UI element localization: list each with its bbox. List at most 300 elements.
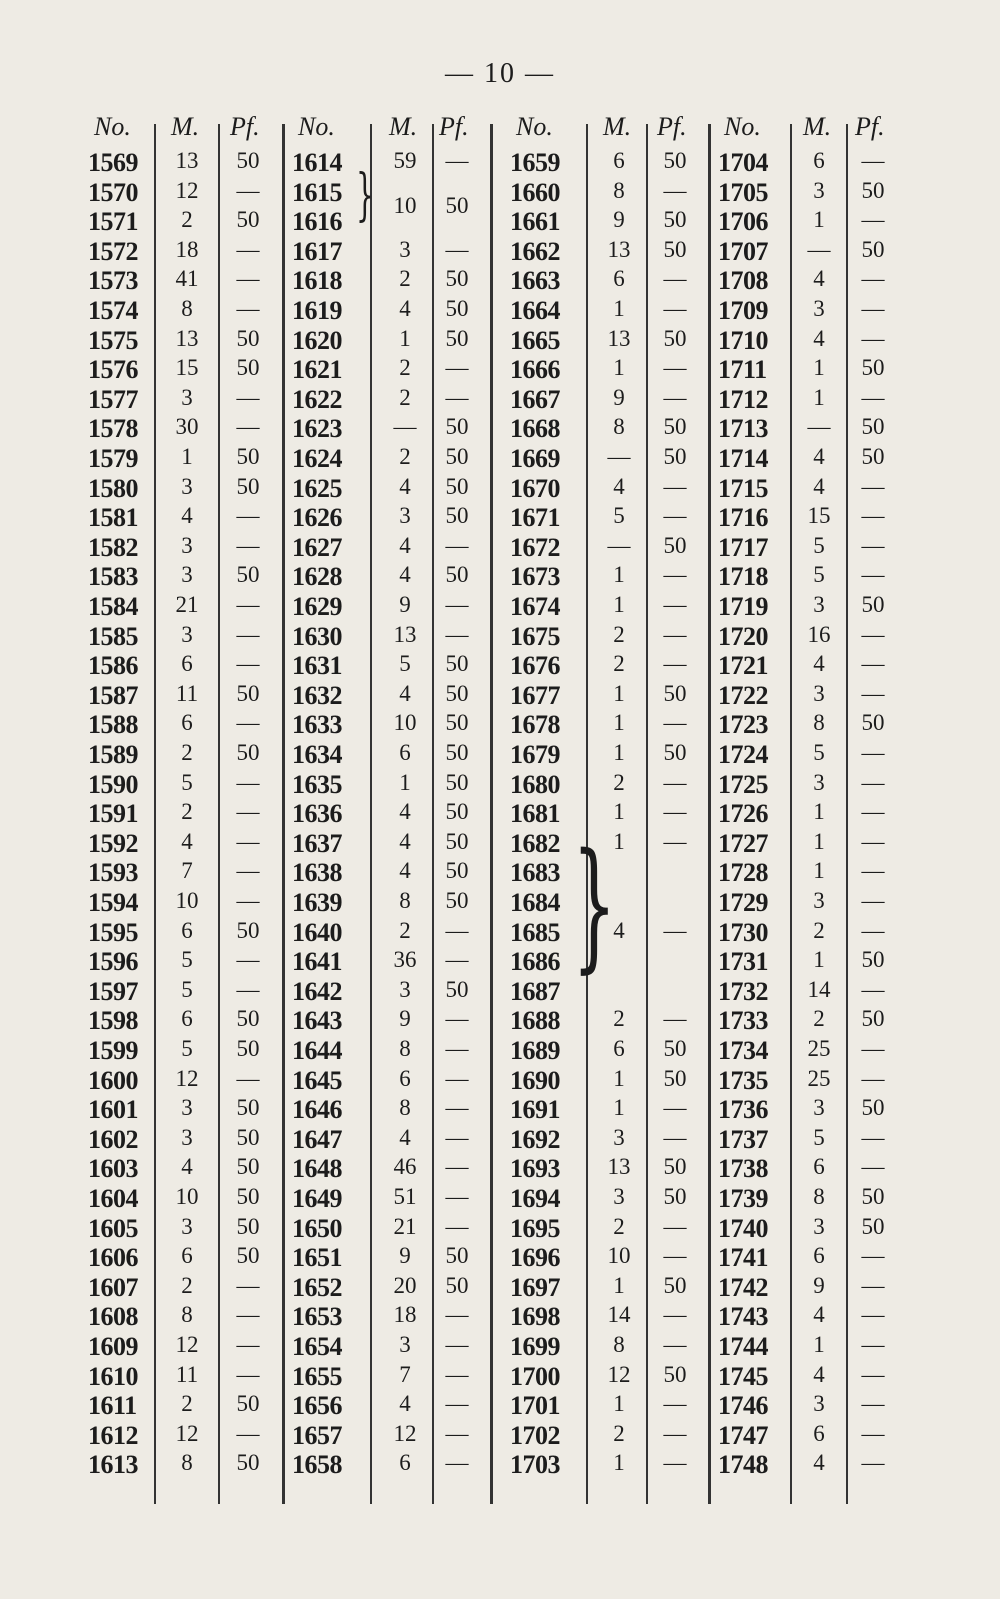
marks-value: — — [807, 414, 831, 440]
pfennig-value: 50 — [445, 799, 469, 825]
pfennig-value: — — [861, 651, 885, 677]
table-row — [292, 888, 502, 918]
table-row — [88, 829, 298, 859]
entry-number: 1578 — [88, 414, 138, 444]
table-row — [292, 1214, 502, 1244]
marks-value: 4 — [399, 799, 411, 825]
entry-number: 1602 — [88, 1124, 138, 1154]
entry-number: 1728 — [718, 858, 768, 888]
entry-number: 1630 — [292, 621, 342, 651]
pfennig-value: — — [663, 710, 687, 736]
marks-value: 3 — [181, 473, 193, 499]
pfennig-value: 50 — [236, 562, 260, 588]
entry-number: 1645 — [292, 1065, 342, 1095]
marks-value: 1 — [613, 1391, 625, 1417]
marks-value: 4 — [399, 858, 411, 884]
table-row — [88, 503, 298, 533]
entry-number: 1583 — [88, 562, 138, 592]
entry-number: 1617 — [292, 236, 342, 266]
pfennig-value: — — [663, 1302, 687, 1328]
table-row — [88, 1273, 298, 1303]
entry-number: 1724 — [718, 740, 768, 769]
pfennig-value: 50 — [663, 1184, 687, 1209]
table-row — [718, 444, 928, 474]
marks-value: 12 — [175, 1332, 199, 1357]
marks-value: — — [393, 414, 417, 440]
table-row — [510, 296, 720, 326]
table-row — [718, 947, 928, 977]
table-row — [88, 740, 298, 770]
marks-value: 4 — [181, 503, 193, 529]
pfennig-value: — — [663, 503, 687, 529]
marks-value: 4 — [399, 296, 411, 321]
table-row — [88, 207, 298, 237]
marks-value: 41 — [175, 266, 199, 292]
table-row — [718, 651, 928, 681]
table-row — [718, 740, 928, 770]
pfennig-value: 50 — [663, 207, 687, 233]
entry-number: 1635 — [292, 769, 342, 799]
table-row — [718, 1095, 928, 1125]
table-row — [88, 1214, 298, 1244]
marks-value: 1 — [613, 1272, 625, 1298]
entry-number: 1588 — [88, 710, 138, 740]
pfennig-value: — — [236, 1361, 260, 1387]
pfennig-value: — — [663, 651, 687, 677]
column-block-1 — [88, 112, 298, 1504]
table-row — [510, 562, 720, 592]
table-row — [718, 1332, 928, 1362]
marks-value: 1 — [181, 444, 193, 469]
entry-number: 1725 — [718, 769, 768, 799]
pfennig-value: — — [663, 799, 687, 825]
table-row — [88, 977, 298, 1007]
marks-value: 2 — [613, 621, 625, 647]
pfennig-value: — — [236, 177, 260, 203]
entry-number: 1682 — [510, 828, 560, 858]
marks-value: 6 — [813, 148, 825, 173]
marks-value: 12 — [175, 1420, 199, 1446]
entry-number: 1688 — [510, 1006, 560, 1036]
table-row — [292, 1362, 502, 1392]
marks-value: 1 — [613, 799, 625, 825]
pfennig-value: 50 — [861, 947, 885, 973]
pfennig-value: — — [663, 592, 687, 617]
pfennig-value: — — [445, 1154, 469, 1180]
table-row — [718, 681, 928, 711]
marks-value: 1 — [399, 769, 411, 795]
entry-number: 1590 — [88, 769, 138, 799]
pfennig-value: — — [445, 1184, 469, 1209]
marks-value: 5 — [613, 503, 625, 529]
entry-number: 1737 — [718, 1124, 768, 1154]
marks-value: 25 — [807, 1065, 831, 1091]
entry-number: 1573 — [88, 266, 138, 296]
marks-value: 30 — [175, 414, 199, 440]
table-row — [88, 1391, 298, 1421]
entry-number: 1729 — [718, 888, 768, 917]
pfennig-value: 50 — [861, 355, 885, 381]
pfennig-value: — — [236, 592, 260, 617]
pfennig-value: — — [236, 266, 260, 292]
pfennig-value: — — [236, 414, 260, 440]
entry-number: 1692 — [510, 1124, 560, 1154]
marks-value: 10 — [607, 1243, 631, 1269]
entry-number: 1651 — [292, 1243, 342, 1273]
marks-value: 6 — [813, 1154, 825, 1180]
pfennig-value: — — [445, 148, 469, 173]
marks-value: 2 — [813, 1006, 825, 1032]
table-row — [292, 622, 502, 652]
entry-number: 1653 — [292, 1302, 342, 1332]
entry-number: 1677 — [510, 680, 560, 710]
table-row — [718, 207, 928, 237]
table-row — [718, 770, 928, 800]
entry-number: 1732 — [718, 976, 768, 1006]
pfennig-value: 50 — [663, 236, 687, 262]
pfennig-value: — — [445, 355, 469, 381]
table-row — [718, 355, 928, 385]
marks-value: 9 — [813, 1272, 825, 1298]
table-row — [88, 355, 298, 385]
table-row — [88, 266, 298, 296]
table-row — [718, 977, 928, 1007]
table-row — [88, 1036, 298, 1066]
pfennig-value: 50 — [445, 266, 469, 292]
pfennig-value: — — [445, 917, 469, 943]
table-row — [88, 237, 298, 267]
entry-number: 1742 — [718, 1272, 768, 1302]
entry-number: 1746 — [718, 1391, 768, 1421]
table-row — [718, 1214, 928, 1244]
marks-value: 12 — [175, 177, 199, 203]
table-row — [292, 1391, 502, 1421]
entry-number: 1731 — [718, 947, 768, 977]
entry-number: 1614 — [292, 148, 342, 177]
entry-number: 1744 — [718, 1332, 768, 1361]
table-row — [88, 888, 298, 918]
table-row — [510, 1036, 720, 1066]
marks-value: 12 — [607, 1361, 631, 1387]
entry-number: 1623 — [292, 414, 342, 444]
table-row — [718, 148, 928, 178]
table-row — [292, 1243, 502, 1273]
entry-number: 1613 — [88, 1450, 138, 1480]
marks-value: 46 — [393, 1154, 417, 1180]
marks-value: 9 — [613, 207, 625, 233]
entry-number: 1607 — [88, 1272, 138, 1302]
table-row — [292, 385, 502, 415]
table-row — [88, 592, 298, 622]
entry-number: 1741 — [718, 1243, 768, 1273]
table-row — [718, 1154, 928, 1184]
table-row — [292, 858, 502, 888]
marks-value: 4 — [399, 680, 411, 706]
pfennig-value: — — [663, 1006, 687, 1032]
marks-value: 4 — [813, 1302, 825, 1328]
entry-number: 1577 — [88, 384, 138, 414]
table-row — [292, 414, 502, 444]
table-row — [510, 326, 720, 356]
entry-number: 1594 — [88, 888, 138, 917]
marks-value: 13 — [175, 148, 199, 173]
marks-value: 12 — [175, 1065, 199, 1091]
table-row — [510, 503, 720, 533]
entry-number: 1584 — [88, 592, 138, 621]
entry-number: 1605 — [88, 1213, 138, 1243]
entry-number: 1656 — [292, 1391, 342, 1421]
entry-number: 1696 — [510, 1243, 560, 1273]
marks-value: 6 — [181, 1006, 193, 1032]
marks-value: 3 — [613, 1124, 625, 1150]
table-row — [292, 651, 502, 681]
pfennig-value: 50 — [236, 740, 260, 765]
marks-value: 3 — [181, 1213, 193, 1239]
pfennig-value: 50 — [445, 680, 469, 706]
table-row — [718, 592, 928, 622]
marks-value: 25 — [807, 1036, 831, 1061]
pfennig-value: — — [861, 503, 885, 529]
table-row — [510, 444, 720, 474]
entry-number: 1657 — [292, 1420, 342, 1450]
entry-number: 1706 — [718, 207, 768, 237]
table-row — [510, 1184, 720, 1214]
marks-value: 2 — [613, 651, 625, 677]
pfennig-value: 50 — [861, 1184, 885, 1209]
marks-value: 4 — [813, 266, 825, 292]
table-row — [88, 770, 298, 800]
pfennig-value: — — [861, 562, 885, 588]
entry-number: 1620 — [292, 325, 342, 355]
pfennig-value: — — [663, 1420, 687, 1446]
marks-value: 6 — [613, 148, 625, 173]
entry-number: 1712 — [718, 384, 768, 414]
marks-value: 4 — [181, 828, 193, 854]
entry-number: 1638 — [292, 858, 342, 888]
pfennig-value: — — [445, 621, 469, 647]
header-m: M. — [603, 112, 632, 141]
marks-value: 10 — [393, 710, 417, 736]
pfennig-value: 50 — [236, 917, 260, 943]
marks-value: — — [607, 444, 631, 469]
marks-value: 6 — [399, 740, 411, 765]
entry-number: 1569 — [88, 148, 138, 177]
table-row — [88, 799, 298, 829]
marks-value: 5 — [181, 1036, 193, 1061]
pfennig-value: — — [445, 1095, 469, 1121]
marks-value: 10 — [175, 888, 199, 913]
entry-number: 1579 — [88, 444, 138, 473]
entry-number: 1592 — [88, 828, 138, 858]
entry-number: 1631 — [292, 651, 342, 681]
table-row — [292, 503, 502, 533]
entry-number: 1717 — [718, 532, 768, 562]
marks-value: 1 — [813, 1332, 825, 1357]
pfennig-value: 50 — [445, 473, 469, 499]
pfennig-value: 50 — [445, 769, 469, 795]
entry-number: 1711 — [718, 355, 767, 385]
table-row — [718, 1391, 928, 1421]
marks-value: 2 — [813, 917, 825, 943]
pfennig-value: — — [861, 266, 885, 292]
marks-value: 13 — [607, 325, 631, 351]
entry-number: 1616 — [292, 207, 342, 237]
marks-value: 6 — [181, 917, 193, 943]
marks-value: 2 — [399, 266, 411, 292]
table-row — [292, 148, 502, 178]
table-row — [88, 1154, 298, 1184]
marks-value: 6 — [813, 1420, 825, 1446]
table-row — [510, 1095, 720, 1125]
marks-value: 8 — [813, 710, 825, 736]
marks-value: 3 — [399, 1332, 411, 1357]
entry-number: 1690 — [510, 1065, 560, 1095]
marks-value: 6 — [181, 651, 193, 677]
marks-value: 2 — [613, 1006, 625, 1032]
table-row — [510, 385, 720, 415]
pfennig-value: — — [861, 1391, 885, 1417]
table-row — [718, 414, 928, 444]
pfennig-value: — — [861, 1065, 885, 1091]
pfennig-value: — — [861, 680, 885, 706]
pfennig-value: — — [663, 473, 687, 499]
entry-number: 1726 — [718, 799, 768, 829]
pfennig-value: — — [663, 1095, 687, 1121]
table-row — [510, 1243, 720, 1273]
marks-value: 6 — [613, 1036, 625, 1061]
pfennig-value: — — [663, 1450, 687, 1476]
entry-number: 1621 — [292, 355, 342, 385]
pfennig-value: 50 — [861, 236, 885, 262]
table-row — [510, 237, 720, 267]
table-row — [292, 592, 502, 622]
entry-number: 1748 — [718, 1450, 768, 1480]
pfennig-value: 50 — [236, 680, 260, 706]
entry-number: 1581 — [88, 503, 138, 533]
pfennig-value: — — [445, 1065, 469, 1091]
table-row — [718, 888, 928, 918]
entry-number: 1608 — [88, 1302, 138, 1332]
table-row — [510, 1006, 720, 1036]
pfennig-value: — — [861, 976, 885, 1002]
table-row — [88, 385, 298, 415]
marks-value: 2 — [613, 769, 625, 795]
entry-number: 1626 — [292, 503, 342, 533]
table-row — [510, 1302, 720, 1332]
entry-number: 1606 — [88, 1243, 138, 1273]
marks-value: 2 — [613, 1213, 625, 1239]
marks-value: 15 — [807, 503, 831, 529]
entry-number: 1694 — [510, 1184, 560, 1213]
entry-number: 1674 — [510, 592, 560, 621]
table-row — [292, 829, 502, 859]
entry-number: 1570 — [88, 177, 138, 207]
marks-value: 8 — [613, 414, 625, 440]
table-row — [88, 681, 298, 711]
pfennig-value: — — [663, 355, 687, 381]
marks-value: 4 — [399, 473, 411, 499]
table-row — [292, 266, 502, 296]
entry-number: 1684 — [510, 888, 560, 917]
marks-value: 4 — [399, 562, 411, 588]
table-row — [510, 474, 720, 504]
entry-number: 1629 — [292, 592, 342, 621]
pfennig-value: 50 — [861, 444, 885, 469]
entry-number: 1643 — [292, 1006, 342, 1036]
table-row — [292, 1036, 502, 1066]
table-row — [88, 622, 298, 652]
entry-number: 1646 — [292, 1095, 342, 1125]
entry-number: 1625 — [292, 473, 342, 503]
table-row — [510, 770, 720, 800]
pfennig-value: 50 — [861, 710, 885, 736]
pfennig-value: — — [861, 1243, 885, 1269]
table-row — [292, 296, 502, 326]
table-row — [510, 622, 720, 652]
pfennig-value: 50 — [445, 325, 469, 351]
table-row — [718, 1243, 928, 1273]
entry-number: 1572 — [88, 236, 138, 266]
pfennig-value: — — [663, 296, 687, 321]
marks-value: 2 — [181, 799, 193, 825]
pfennig-value: 50 — [861, 1006, 885, 1032]
pfennig-value: — — [445, 1332, 469, 1357]
table-row — [292, 474, 502, 504]
marks-value: 8 — [181, 1450, 193, 1476]
pfennig-value: 50 — [445, 976, 469, 1002]
pfennig-value: 50 — [445, 828, 469, 854]
table-row — [292, 355, 502, 385]
pfennig-value: — — [663, 1124, 687, 1150]
pfennig-value: — — [861, 384, 885, 410]
table-row — [718, 1362, 928, 1392]
pfennig-value: — — [663, 769, 687, 795]
table-row — [718, 562, 928, 592]
table-row — [292, 977, 502, 1007]
marks-value: 3 — [181, 1095, 193, 1121]
entry-number: 1655 — [292, 1361, 342, 1391]
entry-number: 1727 — [718, 828, 768, 858]
table-row — [292, 533, 502, 563]
entry-number: 1596 — [88, 947, 138, 977]
marks-value: 3 — [181, 384, 193, 410]
marks-value: 1 — [613, 355, 625, 381]
marks-value: 2 — [181, 740, 193, 765]
marks-value: 3 — [813, 592, 825, 617]
marks-value: 1 — [813, 384, 825, 410]
pfennig-value: — — [861, 828, 885, 854]
pfennig-value: — — [445, 1006, 469, 1032]
entry-number: 1589 — [88, 740, 138, 769]
entry-number: 1654 — [292, 1332, 342, 1361]
header-no: No. — [298, 112, 335, 141]
marks-value: 3 — [399, 236, 411, 262]
table-row — [510, 1273, 720, 1303]
marks-value: 8 — [181, 296, 193, 321]
entry-number: 1673 — [510, 562, 560, 592]
marks-value: 9 — [399, 1006, 411, 1032]
entry-number: 1662 — [510, 236, 560, 266]
entry-number: 1667 — [510, 384, 560, 414]
entry-number: 1675 — [510, 621, 560, 651]
pfennig-value: — — [861, 1361, 885, 1387]
table-row — [718, 178, 928, 208]
pfennig-value: — — [445, 592, 469, 617]
entry-number: 1582 — [88, 532, 138, 562]
marks-value: 5 — [399, 651, 411, 677]
table-row — [292, 1332, 502, 1362]
pfennig-value: 50 — [445, 296, 469, 321]
